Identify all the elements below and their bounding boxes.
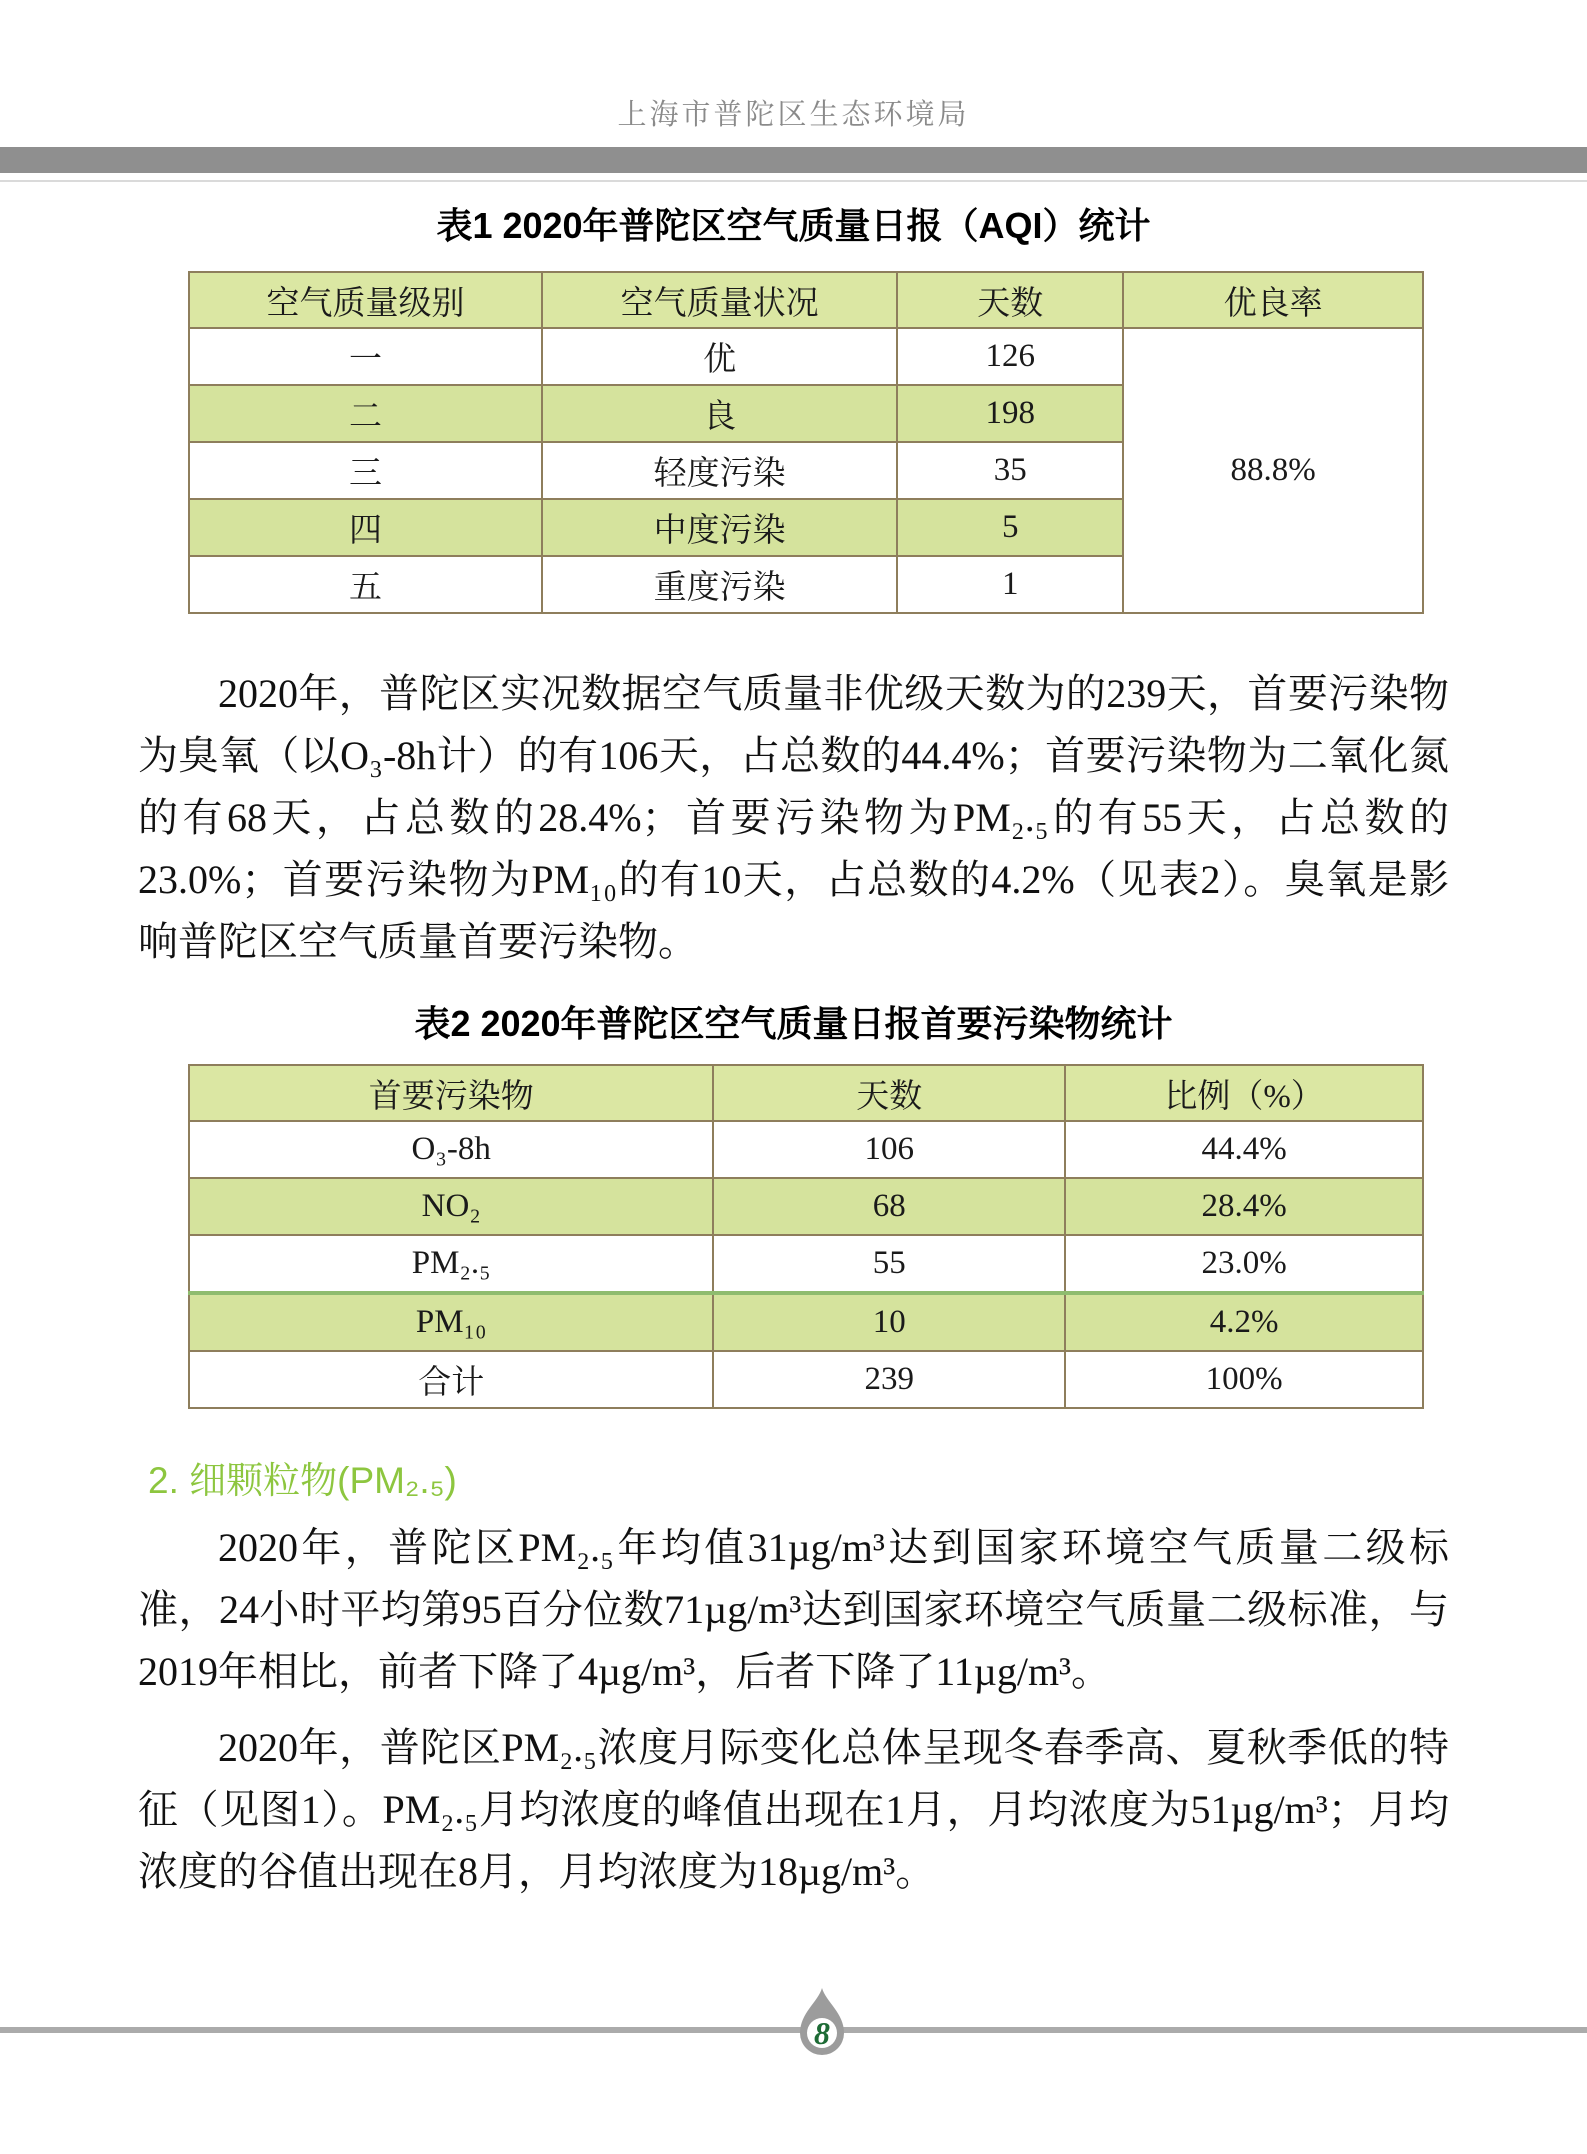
cell-status: 中度污染 bbox=[542, 499, 897, 556]
cell-level: 五 bbox=[189, 556, 542, 613]
cell-days: 198 bbox=[897, 385, 1123, 442]
cell-ratio: 28.4% bbox=[1065, 1178, 1423, 1235]
cell-good-rate: 88.8% bbox=[1123, 328, 1423, 613]
cell-level: 三 bbox=[189, 442, 542, 499]
table-row bbox=[189, 1178, 1423, 1235]
cell-days: 126 bbox=[897, 328, 1123, 385]
cell-status: 重度污染 bbox=[542, 556, 897, 613]
section2-heading: 2. 细颗粒物(PM₂.₅) bbox=[148, 1460, 457, 1501]
cell-days: 5 bbox=[897, 499, 1123, 556]
document-header bbox=[0, 92, 1587, 182]
cell-days: 239 bbox=[713, 1351, 1065, 1408]
cell-days: 35 bbox=[897, 442, 1123, 499]
cell-ratio: 23.0% bbox=[1065, 1235, 1423, 1293]
cell-ratio: 44.4% bbox=[1065, 1121, 1423, 1178]
table2-pollutant-stats bbox=[188, 1064, 1424, 1409]
table1-header-level: 空气质量级别 bbox=[189, 272, 542, 328]
table1-aqi-stats bbox=[188, 271, 1424, 614]
cell-days: 1 bbox=[897, 556, 1123, 613]
paragraph-aqi-summary: 2020年，普陀区实况数据空气质量非优级天数为的239天，首要污染物为臭氧（以O₃-8h计）的有106天，占总数的44.4%；首要污染物为二氧化氮的有68天，占总数的28.4%；首要污染物为PM₂.₅的有55天，占总数的23.0%；首要污染物为PM₁₀的有10天，占总数的4.2%（见表2）。臭氧是影响普陀区空气质量首要污染物。 bbox=[138, 671, 1449, 964]
table1-header-days: 天数 bbox=[897, 272, 1123, 328]
table-row bbox=[189, 328, 1423, 385]
cell-ratio: 100% bbox=[1065, 1351, 1423, 1408]
header-thin-line bbox=[0, 180, 1587, 182]
table1-header-rate: 优良率 bbox=[1123, 272, 1423, 328]
table-row bbox=[189, 1351, 1423, 1408]
header-bar bbox=[0, 147, 1587, 173]
table2-header-days: 天数 bbox=[713, 1065, 1065, 1121]
cell-days: 106 bbox=[713, 1121, 1065, 1178]
cell-ratio: 4.2% bbox=[1065, 1293, 1423, 1351]
cell-level: 四 bbox=[189, 499, 542, 556]
table2-header-ratio: 比例（%） bbox=[1065, 1065, 1423, 1121]
cell-level: 二 bbox=[189, 385, 542, 442]
org-name: 上海市普陀区生态环境局 bbox=[617, 99, 970, 131]
table-row bbox=[189, 1293, 1423, 1351]
table2-header-row bbox=[189, 1065, 1423, 1121]
cell-days: 10 bbox=[713, 1293, 1065, 1351]
cell-level: 一 bbox=[189, 328, 542, 385]
cell-pollutant: NO₂ bbox=[189, 1178, 713, 1235]
table1-title: 表1 2020年普陀区空气质量日报（AQI）统计 bbox=[436, 205, 1151, 246]
table1-header-status: 空气质量状况 bbox=[542, 272, 897, 328]
page-number-drop-icon bbox=[798, 1986, 846, 2056]
cell-pollutant: PM₁₀ bbox=[189, 1293, 713, 1351]
table-row bbox=[189, 1121, 1423, 1178]
table-row bbox=[189, 1235, 1423, 1293]
cell-days: 68 bbox=[713, 1178, 1065, 1235]
page-number: 8 bbox=[814, 2015, 830, 2051]
table2-title: 表2 2020年普陀区空气质量日报首要污染物统计 bbox=[414, 1003, 1173, 1044]
cell-status: 良 bbox=[542, 385, 897, 442]
table2-header-pollutant: 首要污染物 bbox=[189, 1065, 713, 1121]
page-content bbox=[0, 204, 1587, 1903]
paragraph-pm25-annual: 2020年，普陀区PM₂.₅年均值31µg/m³达到国家环境空气质量二级标准，24小时平均第95百分位数71µg/m³达到国家环境空气质量二级标准，与2019年相比，前者下降了4µg/m³，后者下降了11µg/m³。 bbox=[138, 1525, 1449, 1694]
paragraph-pm25-monthly: 2020年，普陀区PM₂.₅浓度月际变化总体呈现冬春季高、夏秋季低的特征（见图1）。PM₂.₅月均浓度的峰值出现在1月，月均浓度为51µg/m³；月均浓度的谷值出现在8月，月均浓度为18µg/m³。 bbox=[138, 1725, 1449, 1894]
table1-header-row bbox=[189, 272, 1423, 328]
cell-status: 轻度污染 bbox=[542, 442, 897, 499]
cell-pollutant: PM₂.₅ bbox=[189, 1235, 713, 1293]
cell-pollutant: 合计 bbox=[189, 1351, 713, 1408]
cell-status: 优 bbox=[542, 328, 897, 385]
cell-days: 55 bbox=[713, 1235, 1065, 1293]
cell-pollutant: O₃-8h bbox=[189, 1121, 713, 1178]
footer-line bbox=[0, 2027, 1587, 2033]
